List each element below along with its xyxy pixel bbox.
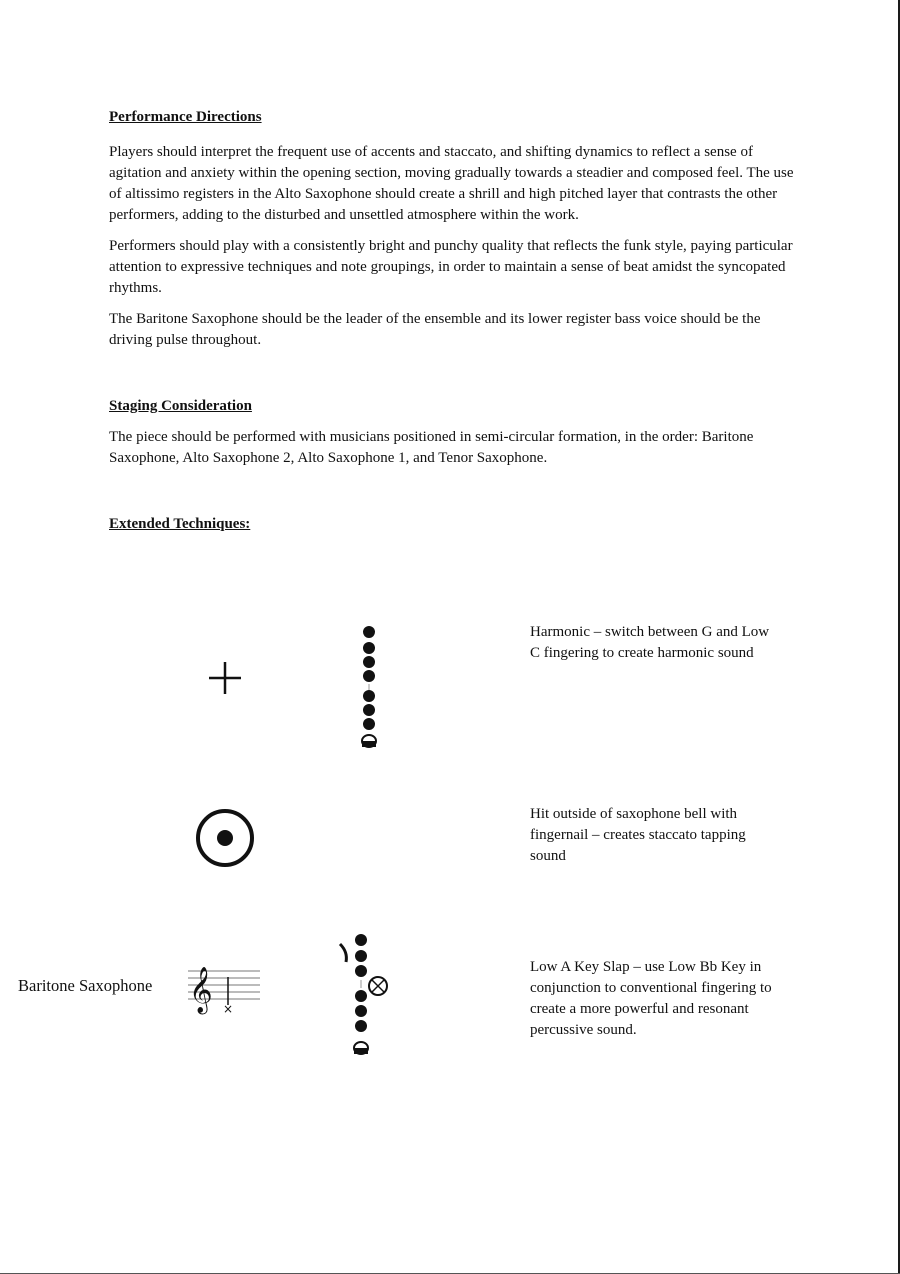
staging-paragraph: The piece should be performed with musicians positioned in semi-circular formation, in the order: Baritone Saxophone, Alto Saxophone 2, Alto Saxophone 1, and Tenor Saxophone. [109,429,754,466]
extended-techniques-heading: Extended Techniques: [109,516,251,532]
plus-icon [205,658,245,698]
staging-heading: Staging Consideration [109,398,252,414]
document-body [109,106,794,535]
performance-directions-heading: Performance Directions [109,109,262,125]
technique-key-slap-description: Low A Key Slap – use Low Bb Key in conjunction to conventional fingering to create a more powerful and resonant percussive sound. [530,959,772,1038]
svg-text:×: × [223,1002,234,1016]
technique-bell-tap-description: Hit outside of saxophone bell with fingernail – creates staccato tapping sound [530,806,746,864]
treble-clef-staff-icon [186,955,262,1017]
baritone-saxophone-label: Baritone Saxophone [18,976,153,995]
svg-text:𝄞: 𝄞 [189,967,213,1013]
circled-dot-icon [193,806,257,870]
fingering-chart-harmonic-icon [358,624,380,752]
performance-paragraph-2: Performers should play with a consistently bright and punchy quality that reflects the funk style, paying particular attention to expressive techniques and note groupings, in order to maintain a sense of beat amidst the syncopated rhythms. [109,238,793,296]
technique-harmonic-description: Harmonic – switch between G and Low C fingering to create harmonic sound [530,624,770,661]
performance-paragraph-1: Players should interpret the frequent use of accents and staccato, and shifting dynamics to reflect a sense of agitation and anxiety within the opening section, moving gradually towards a steadier and composed feel. The use of altissimo registers in the Alto Saxophone should create a shrill and high pitched layer that contrasts the other performers, adding to the disturbed and unsettled atmosphere within the work. [109,144,794,223]
performance-paragraph-3: The Baritone Saxophone should be the leader of the ensemble and its lower register bass voice should be the driving pulse throughout. [109,311,761,348]
fingering-chart-key-slap-icon [334,930,394,1062]
